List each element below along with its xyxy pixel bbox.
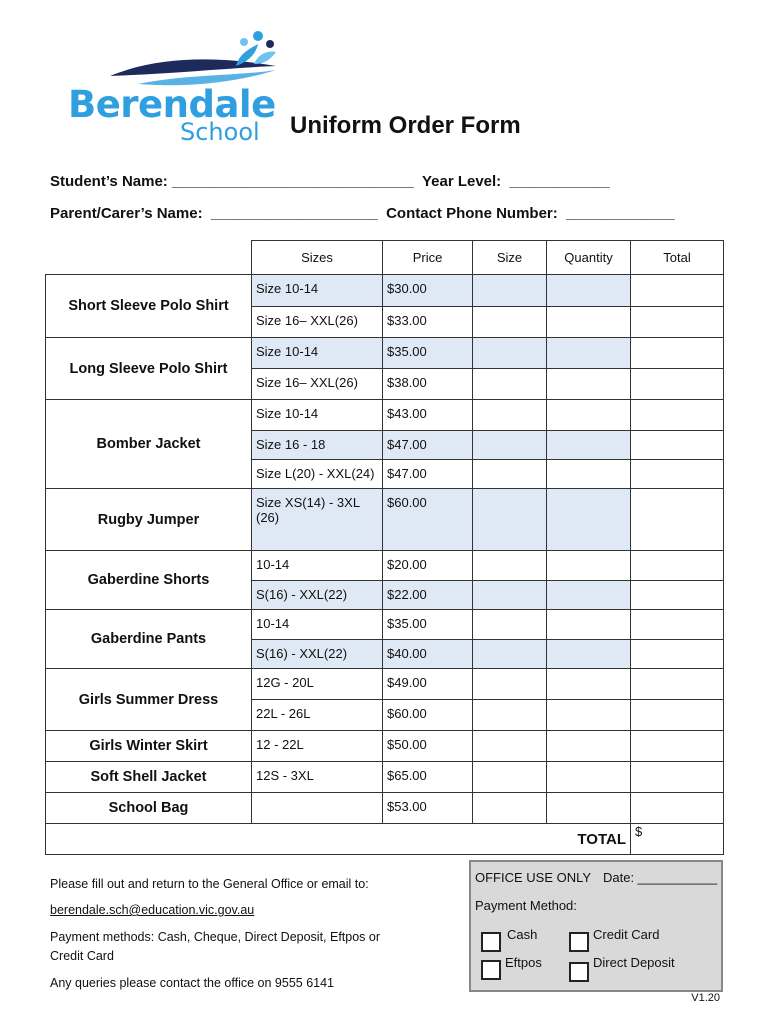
size-range-text: S(16) - XXL(22) bbox=[256, 587, 348, 602]
size-range-text: Size 10-14 bbox=[256, 344, 319, 359]
total-entry[interactable] bbox=[631, 640, 724, 669]
price-text: $30.00 bbox=[387, 281, 427, 296]
price bbox=[383, 338, 473, 369]
quantity-entry[interactable] bbox=[547, 640, 631, 669]
credit-card-checkbox[interactable] bbox=[569, 932, 589, 952]
total-entry[interactable] bbox=[631, 762, 724, 793]
blank-header bbox=[46, 241, 252, 275]
price bbox=[383, 431, 473, 460]
header-sizes: Sizes bbox=[252, 241, 383, 275]
price-text: $35.00 bbox=[387, 344, 427, 359]
office-use-box bbox=[469, 860, 723, 992]
item-name: Soft Shell Jacket bbox=[46, 762, 252, 793]
item-name: School Bag bbox=[46, 793, 252, 824]
size-entry[interactable] bbox=[473, 581, 547, 610]
total-entry[interactable] bbox=[631, 731, 724, 762]
item-name: Gaberdine Pants bbox=[46, 610, 252, 669]
size-range-text: Size 10-14 bbox=[256, 406, 319, 421]
parent-phone-fields[interactable]: Parent/Carer’s Name: ____________________ Contact Phone Number: _____________ bbox=[50, 205, 675, 222]
size-entry[interactable] bbox=[473, 431, 547, 460]
cash-checkbox[interactable] bbox=[481, 932, 501, 952]
table-row bbox=[46, 610, 724, 640]
quantity-entry[interactable] bbox=[547, 610, 631, 640]
total-label: TOTAL bbox=[46, 824, 631, 855]
size-range bbox=[252, 669, 383, 700]
size-range bbox=[252, 275, 383, 307]
size-entry[interactable] bbox=[473, 640, 547, 669]
size-range bbox=[252, 762, 383, 793]
direct-deposit-checkbox[interactable] bbox=[569, 962, 589, 982]
size-entry[interactable] bbox=[473, 338, 547, 369]
size-entry[interactable] bbox=[473, 551, 547, 581]
size-range-text: 10-14 bbox=[256, 557, 290, 572]
payment-methods-text: Payment methods: Cash, Cheque, Direct Deposit, Eftpos or Credit Card bbox=[50, 930, 381, 964]
price bbox=[383, 731, 473, 762]
item-name: Gaberdine Shorts bbox=[46, 551, 252, 610]
quantity-entry[interactable] bbox=[547, 431, 631, 460]
price-text: $53.00 bbox=[387, 799, 427, 814]
size-range-text: Size XS(14) - 3XL (26) bbox=[256, 495, 360, 525]
table-row bbox=[46, 762, 724, 793]
price bbox=[383, 610, 473, 640]
credit-card-label: Credit Card bbox=[593, 927, 660, 942]
office-heading: OFFICE USE ONLY bbox=[475, 870, 592, 885]
size-range-text: 12G - 20L bbox=[256, 675, 314, 690]
header-quantity: Quantity bbox=[547, 241, 631, 275]
school-logo bbox=[68, 26, 283, 146]
email-link[interactable]: berendale.sch@education.vic.gov.au bbox=[50, 903, 255, 917]
size-range-text: Size 16– XXL(26) bbox=[256, 313, 358, 328]
size-entry[interactable] bbox=[473, 307, 547, 338]
size-range bbox=[252, 793, 383, 824]
cash-label: Cash bbox=[507, 927, 538, 942]
size-range-text: 10-14 bbox=[256, 616, 290, 631]
quantity-entry[interactable] bbox=[547, 275, 631, 307]
price bbox=[383, 460, 473, 489]
quantity-entry[interactable] bbox=[547, 551, 631, 581]
price-text: $43.00 bbox=[387, 406, 427, 421]
price bbox=[383, 307, 473, 338]
size-range-text: 12S - 3XL bbox=[256, 768, 314, 783]
total-entry[interactable] bbox=[631, 793, 724, 824]
table-row bbox=[46, 489, 724, 551]
price bbox=[383, 640, 473, 669]
size-entry[interactable] bbox=[473, 793, 547, 824]
item-name: Long Sleeve Polo Shirt bbox=[46, 338, 252, 400]
price bbox=[383, 275, 473, 307]
header-size: Size bbox=[473, 241, 547, 275]
size-entry[interactable] bbox=[473, 275, 547, 307]
queries-text: Any queries please contact the office on 9555 6141 bbox=[50, 976, 335, 990]
item-name: Girls Summer Dress bbox=[46, 669, 252, 731]
size-range bbox=[252, 431, 383, 460]
size-range bbox=[252, 610, 383, 640]
quantity-entry[interactable] bbox=[547, 369, 631, 400]
size-range bbox=[252, 551, 383, 581]
item-name: Girls Winter Skirt bbox=[46, 731, 252, 762]
total-entry[interactable] bbox=[631, 369, 724, 400]
size-entry[interactable] bbox=[473, 700, 547, 731]
return-instructions: Please fill out and return to the General Office or email to: bbox=[50, 877, 369, 891]
direct-deposit-label: Direct Deposit bbox=[593, 955, 675, 970]
price bbox=[383, 793, 473, 824]
uniform-order-table bbox=[45, 240, 724, 855]
size-entry[interactable] bbox=[473, 731, 547, 762]
total-entry[interactable] bbox=[631, 307, 724, 338]
quantity-entry[interactable] bbox=[547, 731, 631, 762]
size-range bbox=[252, 460, 383, 489]
size-range-text bbox=[256, 793, 378, 799]
size-range bbox=[252, 489, 383, 551]
size-entry[interactable] bbox=[473, 762, 547, 793]
price-text: $20.00 bbox=[387, 557, 427, 572]
quantity-entry[interactable] bbox=[547, 669, 631, 700]
size-entry[interactable] bbox=[473, 369, 547, 400]
price-text: $50.00 bbox=[387, 737, 427, 752]
price-text: $47.00 bbox=[387, 437, 427, 452]
size-entry[interactable] bbox=[473, 669, 547, 700]
price bbox=[383, 489, 473, 551]
total-entry[interactable] bbox=[631, 700, 724, 731]
total-entry[interactable] bbox=[631, 489, 724, 551]
size-range-text: S(16) - XXL(22) bbox=[256, 646, 348, 661]
size-range-text: 12 - 22L bbox=[256, 737, 304, 752]
item-name: Bomber Jacket bbox=[46, 400, 252, 489]
price bbox=[383, 369, 473, 400]
price-text: $35.00 bbox=[387, 616, 427, 631]
table-row bbox=[46, 400, 724, 431]
quantity-entry[interactable] bbox=[547, 400, 631, 431]
size-range bbox=[252, 581, 383, 610]
total-entry[interactable] bbox=[631, 460, 724, 489]
total-entry[interactable] bbox=[631, 275, 724, 307]
table-row bbox=[46, 793, 724, 824]
logo-name: Berendale bbox=[68, 83, 276, 126]
price bbox=[383, 551, 473, 581]
size-entry[interactable] bbox=[473, 610, 547, 640]
price bbox=[383, 400, 473, 431]
size-range bbox=[252, 731, 383, 762]
price-text: $22.00 bbox=[387, 587, 427, 602]
price-text: $60.00 bbox=[387, 706, 427, 721]
price bbox=[383, 581, 473, 610]
header-total: Total bbox=[631, 241, 724, 275]
quantity-entry[interactable] bbox=[547, 700, 631, 731]
total-entry[interactable] bbox=[631, 551, 724, 581]
total-entry[interactable] bbox=[631, 338, 724, 369]
total-entry[interactable] bbox=[631, 610, 724, 640]
item-name: Rugby Jumper bbox=[46, 489, 252, 551]
price bbox=[383, 700, 473, 731]
total-currency: $ bbox=[635, 824, 643, 839]
price bbox=[383, 669, 473, 700]
table-row bbox=[46, 275, 724, 307]
page-title: Uniform Order Form bbox=[290, 112, 521, 139]
size-range bbox=[252, 307, 383, 338]
total-entry[interactable] bbox=[631, 669, 724, 700]
table-row bbox=[46, 551, 724, 581]
size-range bbox=[252, 338, 383, 369]
logo-subname: School bbox=[180, 118, 260, 146]
item-name: Short Sleeve Polo Shirt bbox=[46, 275, 252, 338]
size-range-text: Size 16 - 18 bbox=[256, 437, 326, 452]
size-entry[interactable] bbox=[473, 460, 547, 489]
size-range bbox=[252, 400, 383, 431]
student-year-fields[interactable]: Student’s Name: _____________________________ Year Level: ____________ bbox=[50, 173, 610, 190]
payment-method-label: Payment Method: bbox=[475, 898, 577, 913]
quantity-entry[interactable] bbox=[547, 338, 631, 369]
price-text: $60.00 bbox=[387, 495, 427, 510]
quantity-entry[interactable] bbox=[547, 489, 631, 551]
size-range-text: 22L - 26L bbox=[256, 706, 311, 721]
price-text: $40.00 bbox=[387, 646, 427, 661]
size-range-text: Size L(20) - XXL(24) bbox=[256, 466, 375, 481]
size-entry[interactable] bbox=[473, 489, 547, 551]
table-row bbox=[46, 731, 724, 762]
size-range bbox=[252, 640, 383, 669]
table-row bbox=[46, 338, 724, 369]
price bbox=[383, 762, 473, 793]
size-range bbox=[252, 700, 383, 731]
size-range-text: Size 10-14 bbox=[256, 281, 319, 296]
total-entry[interactable] bbox=[631, 431, 724, 460]
quantity-entry[interactable] bbox=[547, 793, 631, 824]
size-range-text: Size 16– XXL(26) bbox=[256, 375, 358, 390]
price-text: $33.00 bbox=[387, 313, 427, 328]
total-entry[interactable] bbox=[631, 400, 724, 431]
total-field[interactable] bbox=[631, 824, 724, 855]
quantity-entry[interactable] bbox=[547, 581, 631, 610]
eftpos-label: Eftpos bbox=[505, 955, 542, 970]
price-text: $47.00 bbox=[387, 466, 427, 481]
quantity-entry[interactable] bbox=[547, 762, 631, 793]
price-text: $49.00 bbox=[387, 675, 427, 690]
quantity-entry[interactable] bbox=[547, 460, 631, 489]
total-entry[interactable] bbox=[631, 581, 724, 610]
version-label: V1.20 bbox=[691, 992, 720, 1004]
quantity-entry[interactable] bbox=[547, 307, 631, 338]
office-date-field[interactable]: Date: ___________ bbox=[603, 870, 718, 885]
header-price: Price bbox=[383, 241, 473, 275]
size-entry[interactable] bbox=[473, 400, 547, 431]
price-text: $65.00 bbox=[387, 768, 427, 783]
eftpos-checkbox[interactable] bbox=[481, 960, 501, 980]
size-range bbox=[252, 369, 383, 400]
price-text: $38.00 bbox=[387, 375, 427, 390]
table-row bbox=[46, 669, 724, 700]
